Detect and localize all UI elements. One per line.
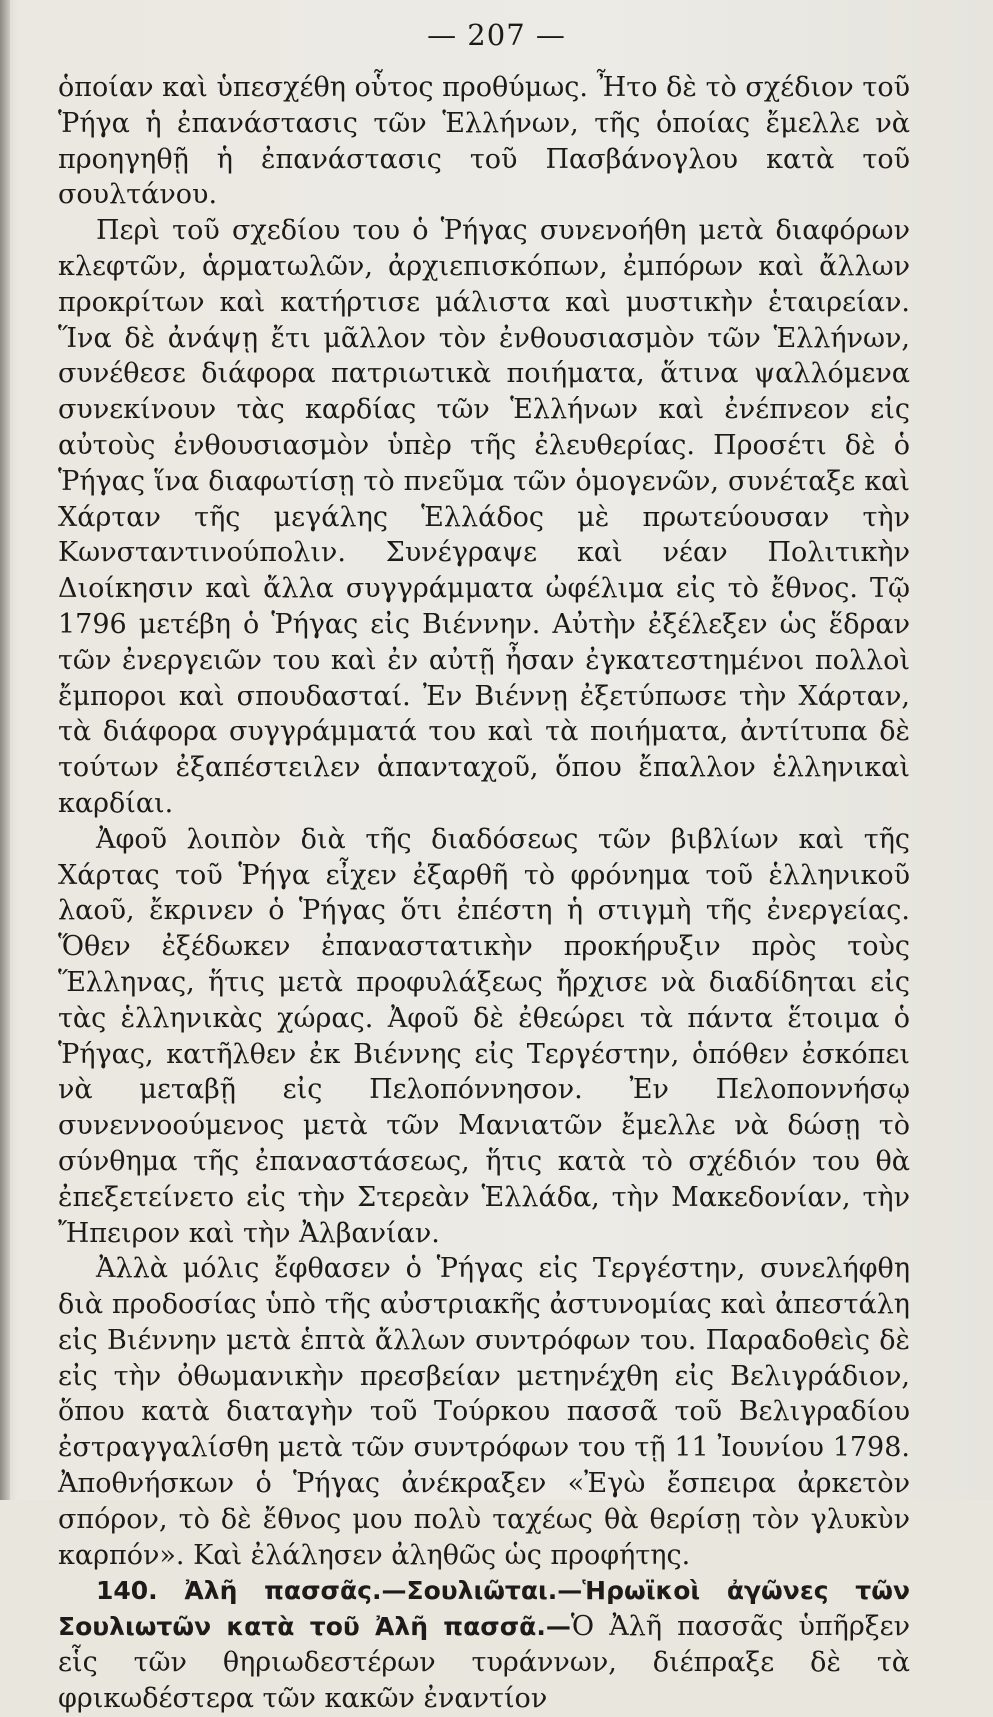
section-text: Ὁ Ἀλῆ πασσᾶς ὑπῆρξεν εἷς τῶν θηριωδεστέρων τυράννων, διέπραξε δὲ τὰ φρικωδέστερα τῶν κακῶν ἐναντίον (58, 1611, 910, 1714)
section-140 (58, 1573, 910, 1716)
section-heading: 140. Ἀλῆ πασσᾶς.—Σουλιῶται.—Ἡρωϊκοὶ ἀγῶνες τῶν Σουλιωτῶν κατὰ τοῦ Ἀλῆ πασσᾶ.— (58, 1576, 910, 1642)
paragraph-3: Ἀφοῦ λοιπὸν διὰ τῆς διαδόσεως τῶν βιβλίων καὶ τῆς Χάρτας τοῦ Ῥήγα εἶχεν ἐξαρθῆ τὸ φρόνημα τοῦ ἑλληνικοῦ λαοῦ, ἔκρινεν ὁ Ῥήγας ὅτι ἐπέστη ἡ στιγμὴ τῆς ἐνεργείας. Ὅθεν ἐξέδωκεν ἐπαναστατικὴν προκήρυξιν πρὸς τοὺς Ἕλληνας, ἥτις μετὰ προφυλάξεως ἤρχισε νὰ διαδίδηται εἰς τὰς ἑλληνικὰς χώρας. Ἀφοῦ δὲ ἐθεώρει τὰ πάντα ἕτοιμα ὁ Ῥήγας, κατῆλθεν ἐκ Βιέννης εἰς Τεργέστην, ὁπόθεν ἐσκόπει νὰ μεταβῇ εἰς Πελοπόννησον. Ἐν Πελοποννήσῳ συνεννοούμενος μετὰ τῶν Μανιατῶν ἔμελλε νὰ δώσῃ τὸ σύνθημα τῆς ἐπαναστάσεως, ἥτις κατὰ τὸ σχέδιόν του θὰ ἐπεξετείνετο εἰς τὴν Στερεὰν Ἑλλάδα, τὴν Μακεδονίαν, τὴν Ἤπειρον καὶ τὴν Ἀλβανίαν. (58, 823, 910, 1249)
body-text (58, 70, 910, 1717)
paragraph-1: ὁποίαν καὶ ὑπεσχέθη οὗτος προθύμως. Ἦτο δὲ τὸ σχέδιον τοῦ Ῥήγα ἡ ἐπανάστασις τῶν Ἑλλήνων, τῆς ὁποίας ἔμελλε νὰ προηγηθῇ ἡ ἐπανάστασις τοῦ Πασβάνογλου κατὰ τοῦ σουλτάνου. (58, 72, 910, 211)
paragraph-2: Περὶ τοῦ σχεδίου του ὁ Ῥήγας συνενοήθη μετὰ διαφόρων κλεφτῶν, ἁρματωλῶν, ἀρχιεπισκόπων, ἐμπόρων καὶ ἄλλων προκρίτων καὶ κατήρτισε μάλιστα καὶ μυστικὴν ἑταιρείαν. Ἵνα δὲ ἀνάψῃ ἔτι μᾶλλον τὸν ἐνθουσιασμὸν τῶν Ἑλλήνων, συνέθεσε διάφορα πατριωτικὰ ποιήματα, ἅτινα ψαλλόμενα συνεκίνουν τὰς καρδίας τῶν Ἑλλήνων καὶ ἐνέπνεον εἰς αὐτοὺς ἐνθουσιασμὸν ὑπὲρ τῆς ἐλευθερίας. Προσέτι δὲ ὁ Ῥήγας ἵνα διαφωτίσῃ τὸ πνεῦμα τῶν ὁμογενῶν, συνέταξε καὶ Χάρταν τῆς μεγάλης Ἑλλάδος μὲ πρωτεύουσαν τὴν Κωνσταντινούπολιν. Συνέγραψε καὶ νέαν Πολιτικὴν Διοίκησιν καὶ ἄλλα συγγράμματα ὠφέλιμα εἰς τὸ ἔθνος. Τῷ 1796 μετέβη ὁ Ῥήγας εἰς Βιέννην. Αὐτὴν ἐξέλεξεν ὡς ἕδραν τῶν ἐνεργειῶν του καὶ ἐν αὐτῇ ἦσαν ἐγκατεστημένοι πολλοὶ ἔμποροι καὶ σπουδασταί. Ἐν Βιέννῃ ἐξετύπωσε τὴν Χάρταν, τὰ διάφορα συγγράμματά του καὶ τὰ ποιήματα, ἀντίτυπα δὲ τούτων ἐξαπέστειλεν ἁπανταχοῦ, ὅπου ἔπαλλον ἑλληνικαὶ καρδίαι. (58, 215, 910, 819)
paragraph-4: Ἀλλὰ μόλις ἔφθασεν ὁ Ῥήγας εἰς Τεργέστην, συνελήφθη διὰ προδοσίας ὑπὸ τῆς αὐστριακῆς ἀστυνομίας καὶ ἀπεστάλη εἰς Βιέννην μετὰ ἑπτὰ ἄλλων συντρόφων του. Παραδοθεὶς δὲ εἰς τὴν ὀθωμανικὴν πρεσβείαν μετηνέχθη εἰς Βελιγράδιον, ὅπου κατὰ διαταγὴν τοῦ Τούρκου πασσᾶ τοῦ Βελιγραδίου ἐστραγγαλίσθη μετὰ τῶν συντρόφων του τῇ 11 Ἰουνίου 1798. Ἀποθνήσκων ὁ Ῥήγας ἀνέκραξεν «Ἐγὼ ἔσπειρα ἀρκετὸν σπόρον, τὸ δὲ ἔθνος μου πολὺ ταχέως θὰ θερίσῃ τὸν γλυκὺν καρπόν». Καὶ ἐλάλησεν ἀληθῶς ὡς προφήτης. (58, 1253, 910, 1571)
page-number: — 207 — (427, 18, 566, 52)
page-binding-edge (0, 0, 10, 1500)
